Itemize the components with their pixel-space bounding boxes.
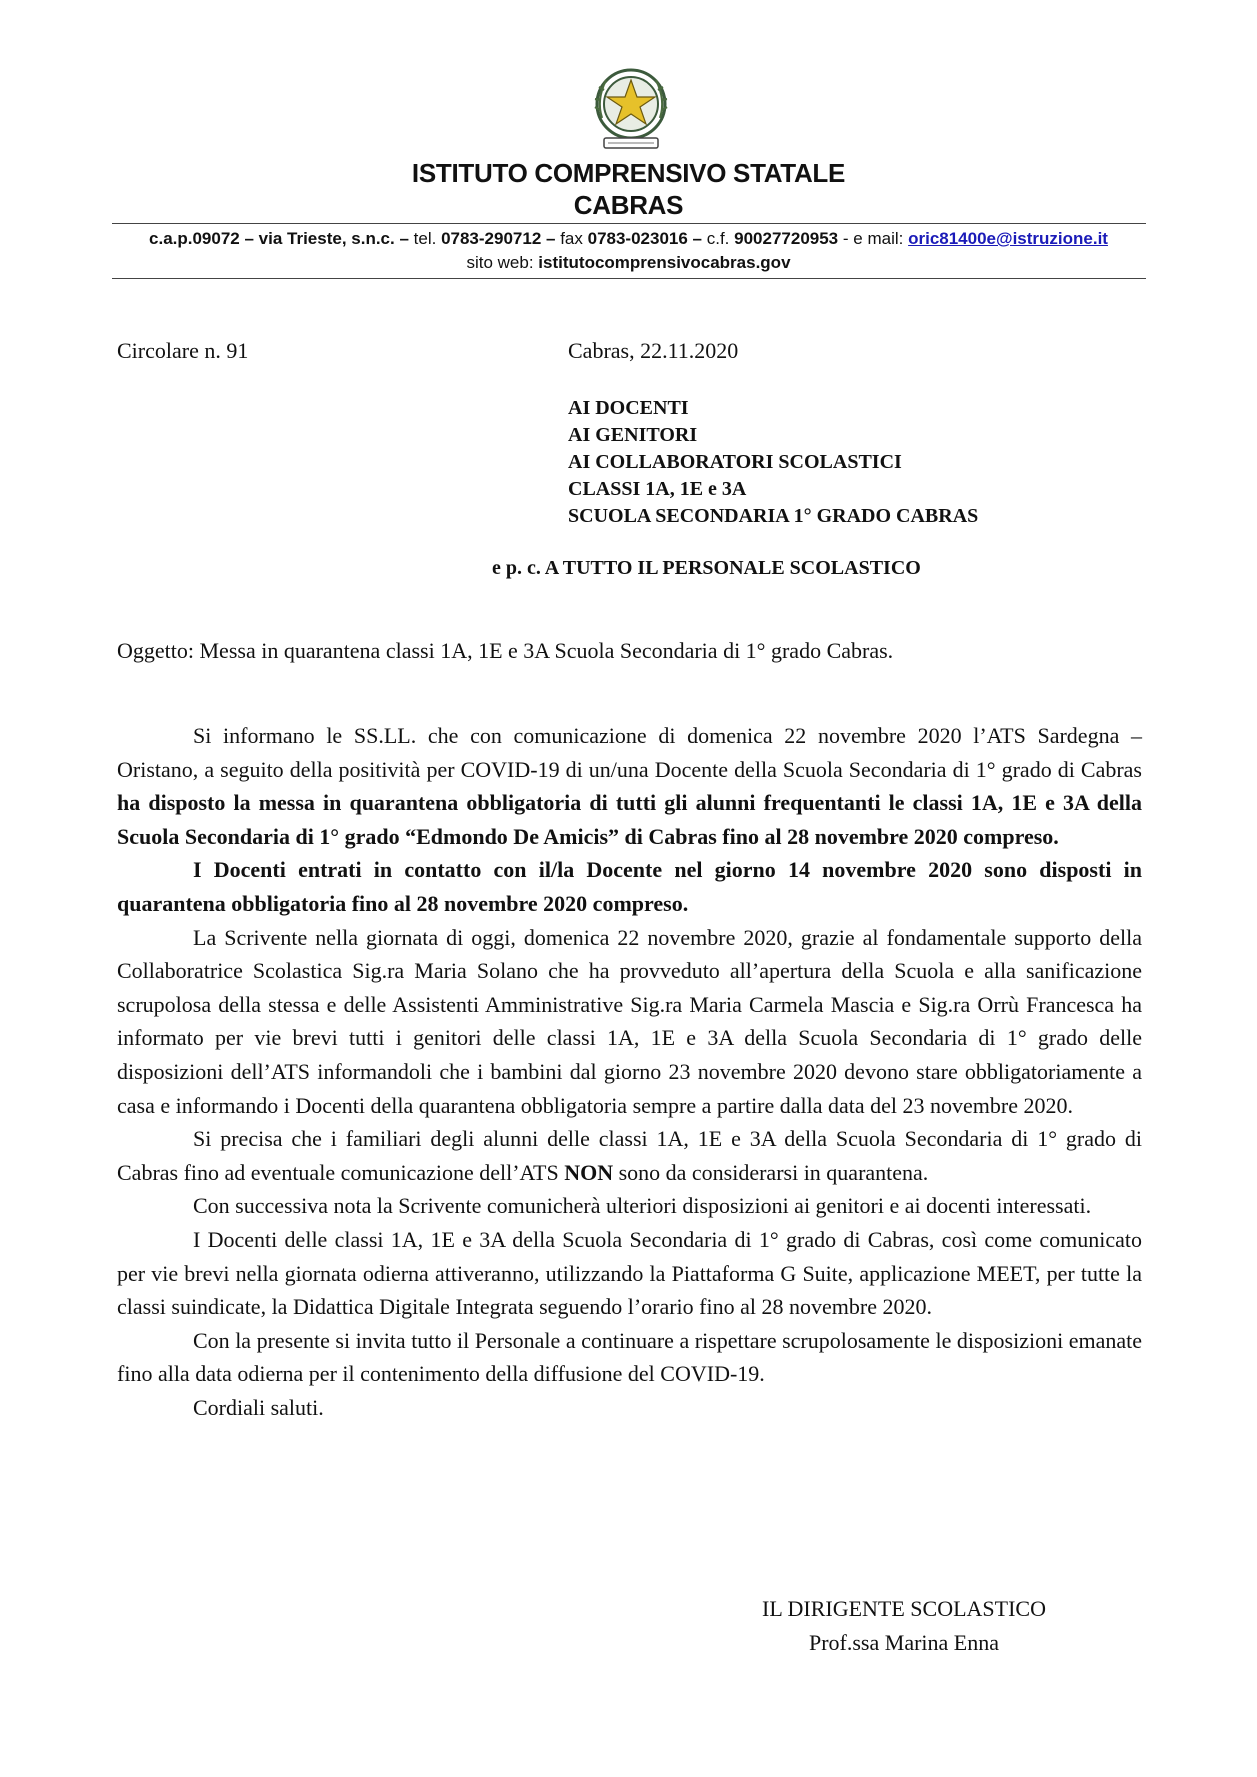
paragraph: La Scrivente nella giornata di oggi, domenica 22 novembre 2020, grazie al fondamentale supporto della Collaboratrice Scolastica Sig.ra Maria Solano che ha provveduto all’apertura della Scuola e alla sanificazione scrupolosa della stessa e delle Assistenti Amministrative Sig.ra Maria Carmela Mascia e Sig.ra Orrù Francesca ha informato per vie brevi tutti i genitori delle classi 1A, 1E e 3A della Scuola Secondaria di 1° grado delle disposizioni dell’ATS informandoli che i bambini dal giorno 23 novembre 2020 devono stare obbligatoriamente a casa e informando i Docenti della quarantena obbligatoria sempre a partire dalla data del 23 novembre 2020. [117,924,1142,1118]
paragraph [117,719,1142,853]
email-link[interactable]: oric81400e@istruzione.it [908,229,1108,248]
paragraph-emphasis: ha disposto la messa in quarantena obbligatoria di tutti gli alunni frequentanti le classi 1A, 1E e 3A della Scuola Secondaria di 1° grado “Edmondo De Amicis” di Cabras fino al 28 novembre 2020 compreso. [117,790,1142,849]
place-date: Cabras, 22.11.2020 [568,338,739,363]
paragraph-text: Si precisa che i familiari degli alunni delle classi 1A, 1E e 3A della Scuola Secondaria di 1° grado di Cabras fino ad eventuale comunicazione dell’ATS [117,1126,1142,1185]
paragraph: Cordiali saluti. [193,1394,324,1420]
cf-label: c.f. [706,229,730,248]
website-line [0,253,1257,273]
subject-line: Oggetto: Messa in quarantena classi 1A, 1E e 3A Scuola Secondaria di 1° grado Cabras. [117,638,894,663]
signature-role: IL DIRIGENTE SCOLASTICO [762,1596,1046,1621]
header-divider-bottom [112,278,1146,279]
tel-number: 0783-290712 – [441,229,556,248]
address: c.a.p.09072 – via Trieste, s.n.c. – [149,229,409,248]
paragraph: I Docenti delle classi 1A, 1E e 3A della Scuola Secondaria di 1° grado di Cabras, così come comunicato per vie brevi nella giornata odierna attiveranno, utilizzando la Piattaforma G Suite, applicazione MEET, per tutte la classi suindicate, la Didattica Digitale Integrata seguendo l’orario fino al 28 novembre 2020. [117,1226,1142,1320]
paragraph-text: Si informano le SS.LL. che con comunicazione di domenica 22 novembre 2020 l’ATS Sardegna – Oristano, a seguito della positività per COVID-19 di un/una Docente della Scuola Secondaria di 1° grado di Cabras [117,723,1142,782]
recipient-line: AI COLLABORATORI SCOLASTICI [568,451,902,473]
fax-label: fax [560,229,583,248]
header-divider-top [112,223,1146,224]
cf-number: 90027720953 [734,229,839,248]
website: istitutocomprensivocabras.gov [538,253,791,272]
recipient-line: AI DOCENTI [568,397,689,419]
signature-name: Prof.ssa Marina Enna [808,1630,999,1655]
email-label: - e mail: [842,229,904,248]
institute-city: CABRAS [573,190,684,220]
fax-number: 0783-023016 – [587,229,702,248]
circular-number: Circolare n. 91 [117,338,249,363]
paragraph-text: sono da considerarsi in quarantena. [613,1159,929,1185]
paragraph: Con successiva nota la Scrivente comunicherà ulteriori disposizioni ai genitori e ai docenti interessati. [193,1193,1092,1219]
paragraph-emphasis: NON [564,1159,614,1185]
recipient-line: SCUOLA SECONDARIA 1° GRADO CABRAS [568,505,979,527]
paragraph [117,1122,1142,1189]
paragraph: Con la presente si invita tutto il Personale a continuare a rispettare scrupolosamente le disposizioni emanate fino alla data odierna per il contenimento della diffusione del COVID-19. [117,1327,1142,1387]
cc-line: e p. c. A TUTTO IL PERSONALE SCOLASTICO [492,557,921,579]
letter-body [117,719,1142,1424]
institute-name: ISTITUTO COMPRENSIVO STATALE [411,158,846,188]
tel-label: tel. [413,229,437,248]
italian-republic-emblem-icon [592,64,670,156]
web-label: sito web: [466,253,534,272]
recipient-line: AI GENITORI [568,424,698,446]
contact-line [0,229,1257,249]
recipients-block [568,395,978,530]
paragraph: I Docenti entrati in contatto con il/la Docente nel giorno 14 novembre 2020 sono disposti in quarantena obbligatoria fino al 28 novembre 2020 compreso. [117,857,1142,916]
recipient-line: CLASSI 1A, 1E e 3A [568,478,747,500]
